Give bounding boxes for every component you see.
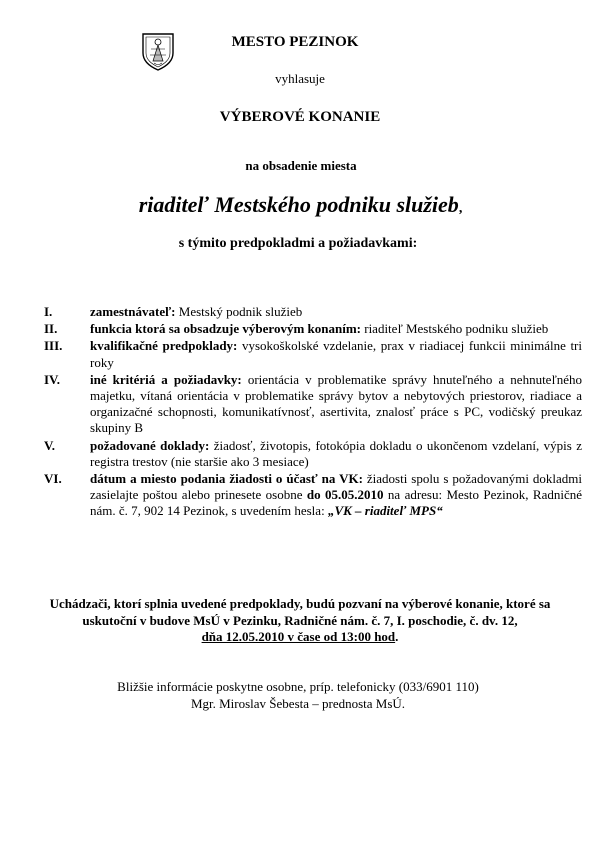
item-label: dátum a miesto podania žiadosti o účasť na VK: xyxy=(90,471,363,487)
item-number: III. xyxy=(44,338,63,354)
announces-text: vyhlasuje xyxy=(275,71,325,86)
invitation-paragraph xyxy=(30,596,570,646)
item-text: žiadosti spolu s požadovanými dokladmi zasielajte poštou alebo prinesete osobne xyxy=(90,471,582,503)
list-item xyxy=(44,304,582,320)
position-comma: , xyxy=(458,201,463,216)
item-text: žiadosť, životopis, fotokópia dokladu o ukončenom vzdelaní, výpis z registra trestov (nie staršie ako 3 mesiace) xyxy=(90,437,582,469)
application-motto: „VK – riaditeľ MPS“ xyxy=(327,503,443,519)
list-item xyxy=(44,372,582,437)
position-title xyxy=(0,192,600,218)
item-number: II. xyxy=(44,321,58,337)
item-number: VI. xyxy=(44,471,62,487)
item-text: na adresu: Mesto Pezinok, Radničné nám. č. 7, 902 14 Pezinok, s uvedením hesla: xyxy=(90,487,582,519)
occupy-text: na obsadenie miesta xyxy=(245,158,357,173)
list-item xyxy=(44,471,582,520)
item-number: V. xyxy=(44,437,55,453)
contact-info xyxy=(0,678,596,712)
invitation-text: Uchádzači, ktorí splnia uvedené predpoklady, budú pozvaní na výberové konanie, ktoré sa uskutoční v budove MsÚ v Pezinku, Radničné nám. č. 7, I. poschodie, č. dv. 12, xyxy=(49,596,551,628)
item-label: iné kritériá a požiadavky: xyxy=(90,371,242,387)
item-number: I. xyxy=(44,304,53,319)
list-item xyxy=(44,338,582,370)
contact-line: Bližšie informácie poskytne osobne, príp. telefonicky (033/6901 110) xyxy=(117,679,479,694)
item-label: kvalifikačné predpoklady: xyxy=(90,338,238,354)
list-item xyxy=(44,321,582,337)
item-label: funkcia ktorá sa obsadzuje výberovým konaním: xyxy=(90,321,361,337)
item-text: riaditeľ Mestského podniku služieb xyxy=(360,321,549,337)
list-item xyxy=(44,438,582,470)
invitation-end: . xyxy=(395,629,399,644)
item-text: orientácia v problematike správy hnuteľného a nehnuteľného majetku, vítaná orientácia v problematike správy bytov a nebytových priestorov, riadiace a organizačné schopnosti, komunikatívnosť, asertivita, znalosť práce s PC, vodičský preukaz skupiny B xyxy=(90,371,583,436)
position-name: riaditeľ Mestského podniku služieb xyxy=(138,192,459,217)
deadline-date: do 05.05.2010 xyxy=(306,487,384,503)
document-heading: VÝBEROVÉ KONANIE xyxy=(219,109,381,125)
requirements-intro: s týmito predpokladmi a požiadavkami: xyxy=(178,236,418,251)
item-number: IV. xyxy=(44,371,61,387)
requirements-list xyxy=(44,304,582,521)
item-text: Mestský podnik služieb xyxy=(175,304,303,319)
item-label: požadované doklady: xyxy=(90,437,210,453)
item-label: zamestnávateľ: xyxy=(90,304,176,319)
page-title: MESTO PEZINOK xyxy=(231,34,359,50)
contact-person: Mgr. Miroslav Šebesta – prednosta MsÚ. xyxy=(190,696,406,711)
item-text: vysokoškolské vzdelanie, prax v riadiacej funkcii minimálne tri roky xyxy=(90,338,583,370)
interview-date: dňa 12.05.2010 v čase od 13:00 hod xyxy=(201,629,396,644)
